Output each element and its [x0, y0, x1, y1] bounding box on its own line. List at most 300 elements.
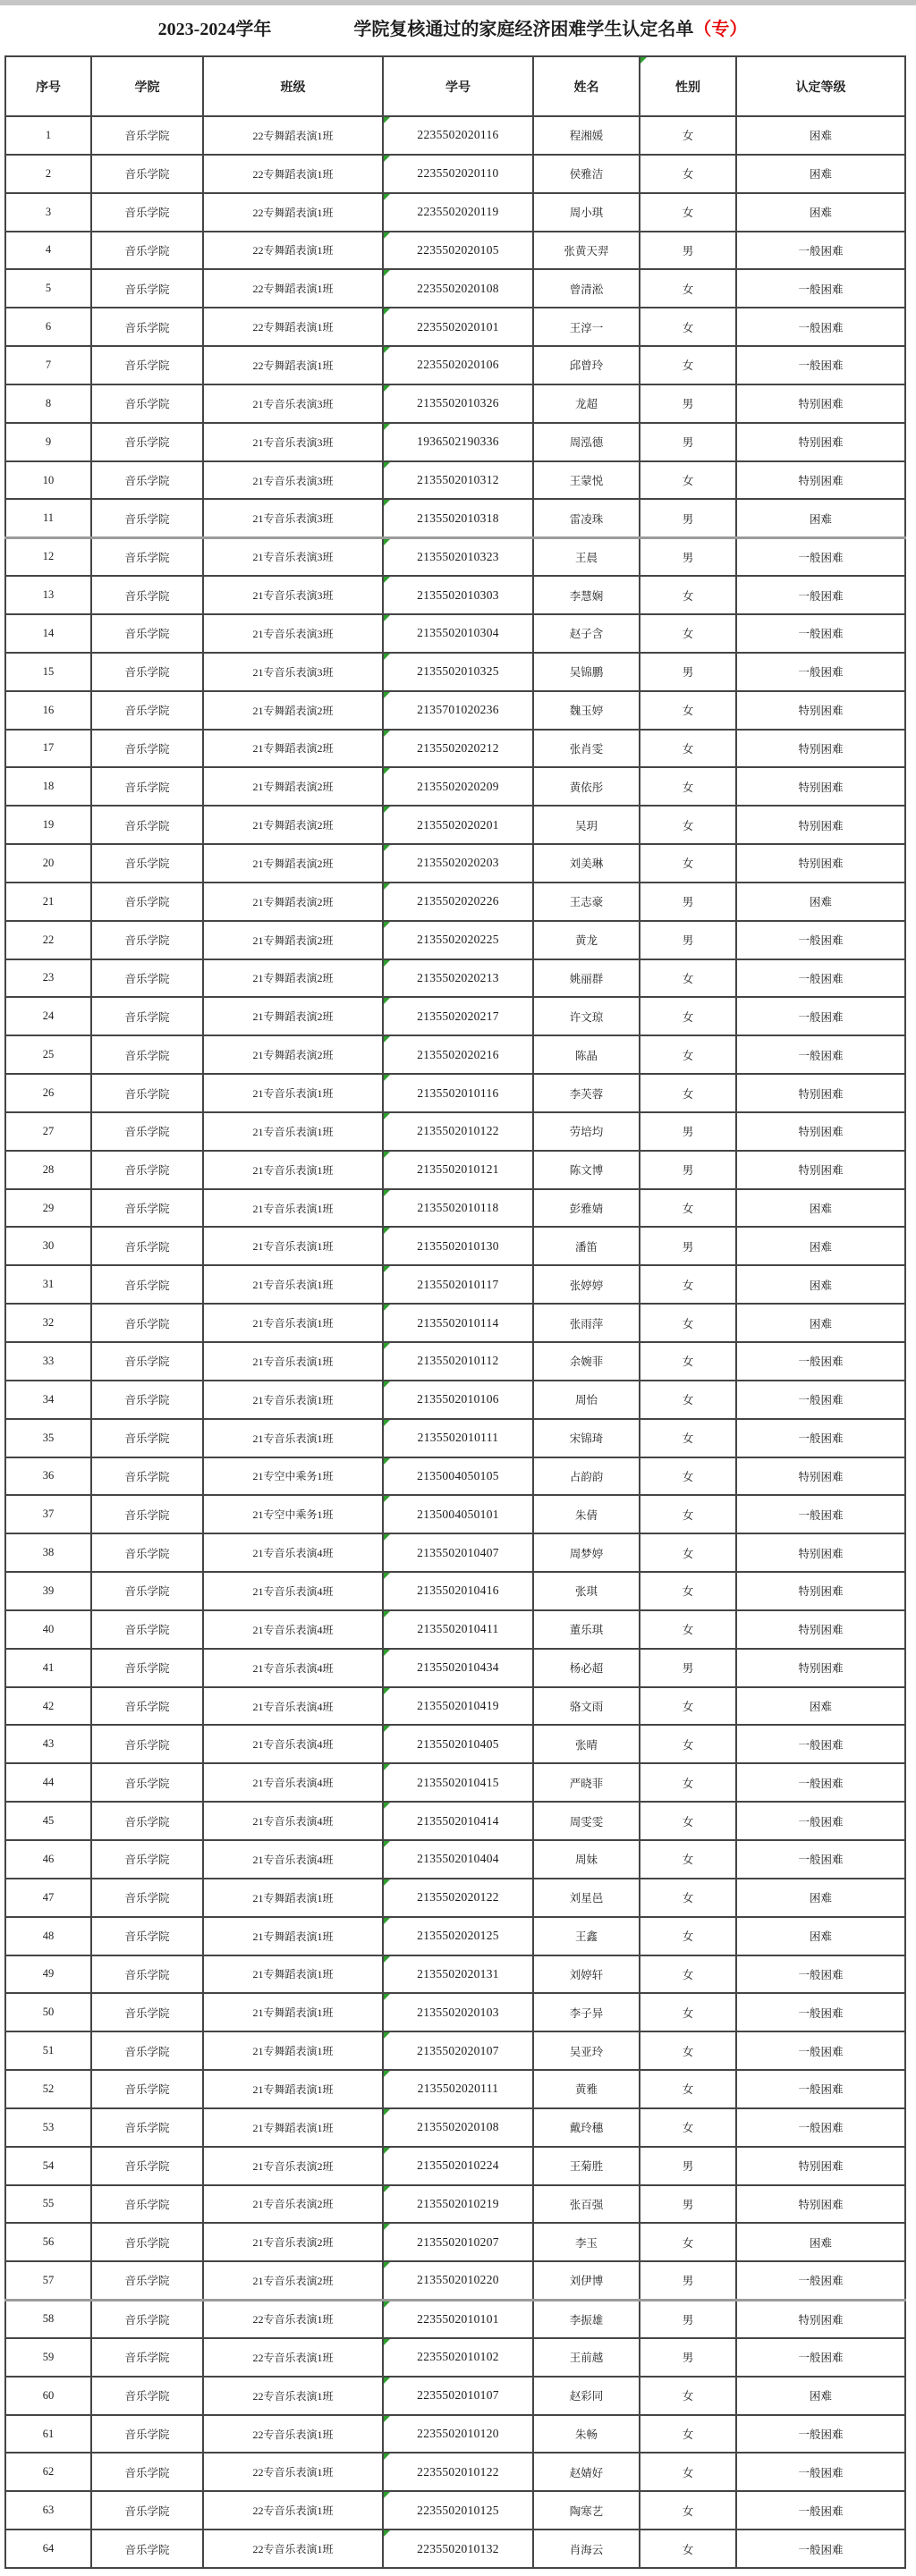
cell-college: 音乐学院	[91, 461, 203, 500]
number-stored-as-text-indicator-icon	[384, 1381, 390, 1388]
cell-index: 34	[5, 1381, 91, 1419]
cell-name: 劳培均	[533, 1112, 640, 1151]
cell-class: 21专音乐表演4班	[203, 1649, 383, 1687]
cell-level: 困难	[736, 1227, 905, 1265]
cell-class: 21专音乐表演4班	[203, 1725, 383, 1763]
cell-name: 王菊胜	[533, 2147, 640, 2185]
cell-college: 音乐学院	[91, 1342, 203, 1381]
cell-college: 音乐学院	[91, 2453, 203, 2491]
cell-student-id: 2135502020212	[383, 730, 533, 768]
number-stored-as-text-indicator-icon	[384, 424, 390, 430]
cell-index: 9	[5, 423, 91, 461]
cell-name: 王志豪	[533, 883, 640, 921]
cell-student-id: 2135502020226	[383, 883, 533, 921]
cell-index: 22	[5, 921, 91, 959]
cell-name: 张百强	[533, 2185, 640, 2224]
cell-student-id: 2235502010120	[383, 2415, 533, 2454]
cell-gender: 女	[640, 1533, 736, 1572]
cell-college: 音乐学院	[91, 1802, 203, 1840]
cell-college: 音乐学院	[91, 1533, 203, 1572]
table-row	[5, 461, 905, 500]
table-row	[5, 691, 905, 730]
cell-class: 21专音乐表演1班	[203, 1151, 383, 1189]
cell-index: 45	[5, 1802, 91, 1840]
cell-level: 特别困难	[736, 2185, 905, 2224]
cell-student-id: 2135502010224	[383, 2147, 533, 2185]
cell-student-id: 2135502020131	[383, 1955, 533, 1994]
cell-gender: 女	[640, 1610, 736, 1649]
cell-class: 22专音乐表演1班	[203, 2338, 383, 2377]
cell-class: 22专音乐表演1班	[203, 2491, 383, 2530]
table-row	[5, 346, 905, 384]
column-header-level: 认定等级	[736, 56, 905, 116]
cell-student-id: 2135502010318	[383, 499, 533, 537]
student-table-body	[5, 116, 905, 2568]
cell-college: 音乐学院	[91, 1572, 203, 1610]
cell-college: 音乐学院	[91, 1649, 203, 1687]
table-row	[5, 806, 905, 844]
cell-index: 32	[5, 1304, 91, 1342]
table-row	[5, 1381, 905, 1419]
cell-gender: 女	[640, 691, 736, 730]
table-row	[5, 997, 905, 1035]
cell-college: 音乐学院	[91, 1955, 203, 1994]
cell-name: 戴玲穗	[533, 2108, 640, 2147]
cell-name: 赵婧好	[533, 2453, 640, 2491]
cell-name: 陶寒艺	[533, 2491, 640, 2530]
cell-class: 21专音乐表演1班	[203, 1304, 383, 1342]
cell-name: 严晓菲	[533, 1763, 640, 1802]
cell-index: 50	[5, 1993, 91, 2031]
cell-gender: 女	[640, 2070, 736, 2108]
number-stored-as-text-indicator-icon	[384, 1726, 390, 1732]
cell-college: 音乐学院	[91, 308, 203, 346]
cell-gender: 女	[640, 1802, 736, 1840]
cell-level: 一般困难	[736, 232, 905, 270]
cell-name: 赵子含	[533, 614, 640, 653]
number-stored-as-text-indicator-icon	[384, 2148, 390, 2154]
cell-gender: 女	[640, 614, 736, 653]
page-title	[0, 14, 905, 40]
cell-class: 21专音乐表演4班	[203, 1533, 383, 1572]
cell-class: 21专音乐表演1班	[203, 1112, 383, 1151]
cell-name: 王淳一	[533, 308, 640, 346]
cell-gender: 女	[640, 2491, 736, 2530]
cell-student-id: 2135701020236	[383, 691, 533, 730]
column-header-college: 学院	[91, 56, 203, 116]
cell-gender: 女	[640, 2415, 736, 2454]
cell-college: 音乐学院	[91, 423, 203, 461]
number-stored-as-text-indicator-icon	[384, 768, 390, 774]
cell-gender: 女	[640, 116, 736, 155]
cell-gender: 女	[640, 193, 736, 232]
cell-gender: 女	[640, 1840, 736, 1879]
cell-student-id: 2135502020203	[383, 844, 533, 883]
page-title-main: 学院复核通过的家庭经济困难学生认定名单（专）	[353, 20, 748, 39]
cell-college: 音乐学院	[91, 2377, 203, 2415]
cell-student-id: 2135502020107	[383, 2031, 533, 2070]
cell-gender: 男	[640, 499, 736, 537]
cell-student-id: 2135502010312	[383, 461, 533, 500]
cell-student-id: 2235502020119	[383, 193, 533, 232]
cell-class: 21专音乐表演1班	[203, 1074, 383, 1112]
cell-class: 21专音乐表演3班	[203, 423, 383, 461]
cell-level: 一般困难	[736, 997, 905, 1035]
cell-gender: 女	[640, 346, 736, 384]
cell-level: 特别困难	[736, 806, 905, 844]
table-row	[5, 269, 905, 308]
cell-class: 22专舞蹈表演1班	[203, 155, 383, 193]
cell-name: 李子异	[533, 1993, 640, 2031]
cell-class: 21专舞蹈表演2班	[203, 959, 383, 998]
cell-gender: 女	[640, 308, 736, 346]
cell-student-id: 2135502010112	[383, 1342, 533, 1381]
cell-college: 音乐学院	[91, 2530, 203, 2568]
table-row	[5, 1419, 905, 1457]
cell-name: 潘笛	[533, 1227, 640, 1265]
cell-college: 音乐学院	[91, 346, 203, 384]
cell-student-id: 2135502010419	[383, 1687, 533, 1726]
cell-student-id: 2135502010220	[383, 2261, 533, 2300]
cell-level: 一般困难	[736, 653, 905, 691]
cell-class: 21专舞蹈表演2班	[203, 997, 383, 1035]
cell-name: 刘伊博	[533, 2261, 640, 2300]
cell-index: 42	[5, 1687, 91, 1726]
cell-college: 音乐学院	[91, 959, 203, 998]
cell-class: 21专音乐表演4班	[203, 1687, 383, 1726]
cell-college: 音乐学院	[91, 767, 203, 806]
cell-name: 黄依彤	[533, 767, 640, 806]
cell-gender: 女	[640, 1725, 736, 1763]
cell-level: 一般困难	[736, 959, 905, 998]
cell-index: 48	[5, 1917, 91, 1955]
cell-level: 困难	[736, 499, 905, 537]
cell-name: 陈晶	[533, 1035, 640, 1074]
cell-level: 特别困难	[736, 1151, 905, 1189]
cell-class: 22专舞蹈表演1班	[203, 193, 383, 232]
cell-class: 22专音乐表演1班	[203, 2377, 383, 2415]
cell-student-id: 2235502020106	[383, 346, 533, 384]
number-stored-as-text-indicator-icon	[384, 998, 390, 1004]
cell-name: 周小琪	[533, 193, 640, 232]
cell-student-id: 2235502010101	[383, 2300, 533, 2338]
number-stored-as-text-indicator-icon	[384, 1075, 390, 1081]
number-stored-as-text-indicator-icon	[384, 1803, 390, 1809]
cell-gender: 男	[640, 2261, 736, 2300]
cell-level: 一般困难	[736, 308, 905, 346]
cell-student-id: 2135502010411	[383, 1610, 533, 1649]
cell-student-id: 2135502020217	[383, 997, 533, 1035]
cell-college: 音乐学院	[91, 2491, 203, 2530]
cell-name: 侯雅洁	[533, 155, 640, 193]
cell-index: 53	[5, 2108, 91, 2147]
cell-index: 43	[5, 1725, 91, 1763]
cell-index: 19	[5, 806, 91, 844]
cell-level: 困难	[736, 193, 905, 232]
number-stored-as-text-indicator-icon	[384, 1879, 390, 1886]
cell-index: 11	[5, 499, 91, 537]
number-stored-as-text-indicator-icon	[384, 2416, 390, 2422]
cell-college: 音乐学院	[91, 2147, 203, 2185]
cell-college: 音乐学院	[91, 576, 203, 614]
number-stored-as-text-indicator-icon	[384, 1534, 390, 1541]
cell-gender: 男	[640, 423, 736, 461]
number-stored-as-text-indicator-icon	[384, 2492, 390, 2498]
cell-name: 王晨	[533, 537, 640, 576]
cell-level: 一般困难	[736, 2070, 905, 2108]
cell-level: 一般困难	[736, 346, 905, 384]
cell-student-id: 2235502010107	[383, 2377, 533, 2415]
cell-level: 困难	[736, 1304, 905, 1342]
table-row	[5, 537, 905, 576]
cell-name: 李振雄	[533, 2300, 640, 2338]
number-stored-as-text-indicator-icon	[384, 1152, 390, 1158]
table-row	[5, 2147, 905, 2185]
cell-level: 一般困难	[736, 1763, 905, 1802]
cell-level: 特别困难	[736, 2147, 905, 2185]
cell-index: 60	[5, 2377, 91, 2415]
table-row	[5, 2223, 905, 2261]
cell-name: 张黄天羿	[533, 232, 640, 270]
cell-student-id: 2235502010125	[383, 2491, 533, 2530]
table-row	[5, 653, 905, 691]
cell-name: 占韵韵	[533, 1457, 640, 1496]
cell-name: 骆文雨	[533, 1687, 640, 1726]
cell-college: 音乐学院	[91, 2261, 203, 2300]
cell-level: 一般困难	[736, 1342, 905, 1381]
cell-student-id: 2135502010121	[383, 1151, 533, 1189]
cell-college: 音乐学院	[91, 232, 203, 270]
cell-student-id: 2135502010405	[383, 1725, 533, 1763]
cell-student-id: 2135502020108	[383, 2108, 533, 2147]
table-row	[5, 1955, 905, 1994]
cell-index: 30	[5, 1227, 91, 1265]
number-stored-as-text-indicator-icon	[384, 385, 390, 392]
cell-class: 21专音乐表演1班	[203, 1381, 383, 1419]
cell-class: 21专音乐表演1班	[203, 1265, 383, 1304]
number-stored-as-text-indicator-icon	[384, 807, 390, 813]
cell-name: 朱倩	[533, 1495, 640, 1533]
cell-college: 音乐学院	[91, 2031, 203, 2070]
cell-class: 22专音乐表演1班	[203, 2415, 383, 2454]
table-row	[5, 1687, 905, 1726]
cell-gender: 男	[640, 653, 736, 691]
cell-class: 21专舞蹈表演2班	[203, 767, 383, 806]
cell-class: 21专音乐表演3班	[203, 614, 383, 653]
table-row	[5, 155, 905, 193]
table-row	[5, 116, 905, 155]
cell-college: 音乐学院	[91, 499, 203, 537]
number-stored-as-text-indicator-icon	[384, 1573, 390, 1579]
cell-class: 21专舞蹈表演2班	[203, 691, 383, 730]
table-row	[5, 499, 905, 537]
cell-gender: 男	[640, 1649, 736, 1687]
cell-student-id: 2235502020110	[383, 155, 533, 193]
cell-class: 22专音乐表演1班	[203, 2530, 383, 2568]
cell-name: 彭雅婧	[533, 1189, 640, 1228]
cell-student-id: 2235502020101	[383, 308, 533, 346]
cell-index: 38	[5, 1533, 91, 1572]
cell-gender: 男	[640, 883, 736, 921]
cell-college: 音乐学院	[91, 730, 203, 768]
number-stored-as-text-indicator-icon	[384, 1956, 390, 1963]
cell-gender: 女	[640, 1381, 736, 1419]
cell-level: 特别困难	[736, 423, 905, 461]
number-stored-as-text-indicator-icon	[384, 1420, 390, 1426]
cell-college: 音乐学院	[91, 2185, 203, 2224]
cell-level: 一般困难	[736, 1955, 905, 1994]
cell-gender: 女	[640, 269, 736, 308]
cell-gender: 女	[640, 1304, 736, 1342]
table-row	[5, 2338, 905, 2377]
cell-level: 特别困难	[736, 2300, 905, 2338]
number-stored-as-text-indicator-icon	[384, 615, 390, 621]
cell-name: 吴亚玲	[533, 2031, 640, 2070]
table-row	[5, 1035, 905, 1074]
cell-college: 音乐学院	[91, 1265, 203, 1304]
cell-class: 21专音乐表演2班	[203, 2223, 383, 2261]
cell-index: 44	[5, 1763, 91, 1802]
cell-name: 余婉菲	[533, 1342, 640, 1381]
cell-name: 李芙蓉	[533, 1074, 640, 1112]
table-row	[5, 232, 905, 270]
table-row	[5, 423, 905, 461]
cell-student-id: 2135502010416	[383, 1572, 533, 1610]
cell-student-id: 2135502010117	[383, 1265, 533, 1304]
cell-level: 一般困难	[736, 2491, 905, 2530]
table-row	[5, 384, 905, 423]
cell-college: 音乐学院	[91, 1112, 203, 1151]
cell-class: 21专舞蹈表演1班	[203, 2070, 383, 2108]
cell-index: 36	[5, 1457, 91, 1496]
cell-gender: 男	[640, 1151, 736, 1189]
table-row	[5, 2491, 905, 2530]
cell-gender: 女	[640, 997, 736, 1035]
table-row	[5, 1725, 905, 1763]
cell-college: 音乐学院	[91, 193, 203, 232]
table-row	[5, 1763, 905, 1802]
table-row	[5, 2070, 905, 2108]
cell-college: 音乐学院	[91, 1189, 203, 1228]
cell-name: 魏玉婷	[533, 691, 640, 730]
cell-student-id: 2135502020225	[383, 921, 533, 959]
cell-name: 雷凌珠	[533, 499, 640, 537]
cell-level: 困难	[736, 1687, 905, 1726]
student-roster-table	[4, 55, 906, 2569]
cell-index: 2	[5, 155, 91, 193]
cell-college: 音乐学院	[91, 2338, 203, 2377]
cell-class: 21专舞蹈表演1班	[203, 1955, 383, 1994]
cell-student-id: 2135502020122	[383, 1879, 533, 1917]
cell-student-id: 2135502010114	[383, 1304, 533, 1342]
cell-name: 刘星邑	[533, 1879, 640, 1917]
number-stored-as-text-indicator-icon	[384, 194, 390, 200]
cell-student-id: 2135004050101	[383, 1495, 533, 1533]
cell-index: 56	[5, 2223, 91, 2261]
cell-level: 困难	[736, 2223, 905, 2261]
column-header-student-id: 学号	[383, 56, 533, 116]
cell-gender: 女	[640, 1993, 736, 2031]
cell-index: 61	[5, 2415, 91, 2454]
number-stored-as-text-indicator-icon	[384, 2224, 390, 2230]
cell-level: 困难	[736, 883, 905, 921]
cell-index: 3	[5, 193, 91, 232]
cell-student-id: 2135502010207	[383, 2223, 533, 2261]
table-row	[5, 1112, 905, 1151]
cell-gender: 女	[640, 1457, 736, 1496]
cell-class: 21专舞蹈表演1班	[203, 2031, 383, 2070]
table-row	[5, 1342, 905, 1381]
window-top-edge	[0, 0, 916, 5]
cell-name: 宋锦琦	[533, 1419, 640, 1457]
cell-flag-indicator-icon	[640, 57, 647, 63]
table-row	[5, 2300, 905, 2338]
cell-level: 一般困难	[736, 576, 905, 614]
cell-index: 10	[5, 461, 91, 500]
cell-index: 58	[5, 2300, 91, 2338]
cell-gender: 女	[640, 576, 736, 614]
table-row	[5, 1304, 905, 1342]
cell-gender: 男	[640, 921, 736, 959]
number-stored-as-text-indicator-icon	[384, 1841, 390, 1847]
cell-index: 41	[5, 1649, 91, 1687]
cell-gender: 女	[640, 2108, 736, 2147]
number-stored-as-text-indicator-icon	[384, 2378, 390, 2384]
cell-level: 一般困难	[736, 2338, 905, 2377]
cell-gender: 女	[640, 2530, 736, 2568]
cell-level: 特别困难	[736, 384, 905, 423]
cell-college: 音乐学院	[91, 1495, 203, 1533]
cell-level: 特别困难	[736, 1074, 905, 1112]
cell-level: 困难	[736, 1917, 905, 1955]
cell-student-id: 2135502010304	[383, 614, 533, 653]
cell-index: 6	[5, 308, 91, 346]
number-stored-as-text-indicator-icon	[384, 1036, 390, 1043]
cell-level: 一般困难	[736, 269, 905, 308]
cell-gender: 男	[640, 232, 736, 270]
cell-level: 困难	[736, 116, 905, 155]
number-stored-as-text-indicator-icon	[384, 2032, 390, 2039]
cell-gender: 女	[640, 1879, 736, 1917]
cell-index: 18	[5, 767, 91, 806]
table-header-row	[5, 56, 905, 116]
cell-gender: 女	[640, 1074, 736, 1112]
number-stored-as-text-indicator-icon	[384, 347, 390, 353]
column-header-name: 姓名	[533, 56, 640, 116]
cell-student-id: 2135502010414	[383, 1802, 533, 1840]
cell-name: 朱畅	[533, 2415, 640, 2454]
cell-student-id: 2135502010326	[383, 384, 533, 423]
cell-gender: 女	[640, 2377, 736, 2415]
cell-level: 一般困难	[736, 2261, 905, 2300]
cell-student-id: 2135502010323	[383, 537, 533, 576]
cell-level: 特别困难	[736, 1112, 905, 1151]
cell-class: 21专舞蹈表演2班	[203, 806, 383, 844]
cell-level: 特别困难	[736, 844, 905, 883]
cell-level: 一般困难	[736, 1419, 905, 1457]
table-row	[5, 1993, 905, 2031]
cell-gender: 女	[640, 806, 736, 844]
cell-college: 音乐学院	[91, 1763, 203, 1802]
number-stored-as-text-indicator-icon	[384, 2339, 390, 2345]
table-row	[5, 2108, 905, 2147]
cell-index: 23	[5, 959, 91, 998]
cell-college: 音乐学院	[91, 1381, 203, 1419]
cell-gender: 男	[640, 537, 736, 576]
cell-level: 困难	[736, 1189, 905, 1228]
number-stored-as-text-indicator-icon	[384, 577, 390, 583]
cell-college: 音乐学院	[91, 1725, 203, 1763]
